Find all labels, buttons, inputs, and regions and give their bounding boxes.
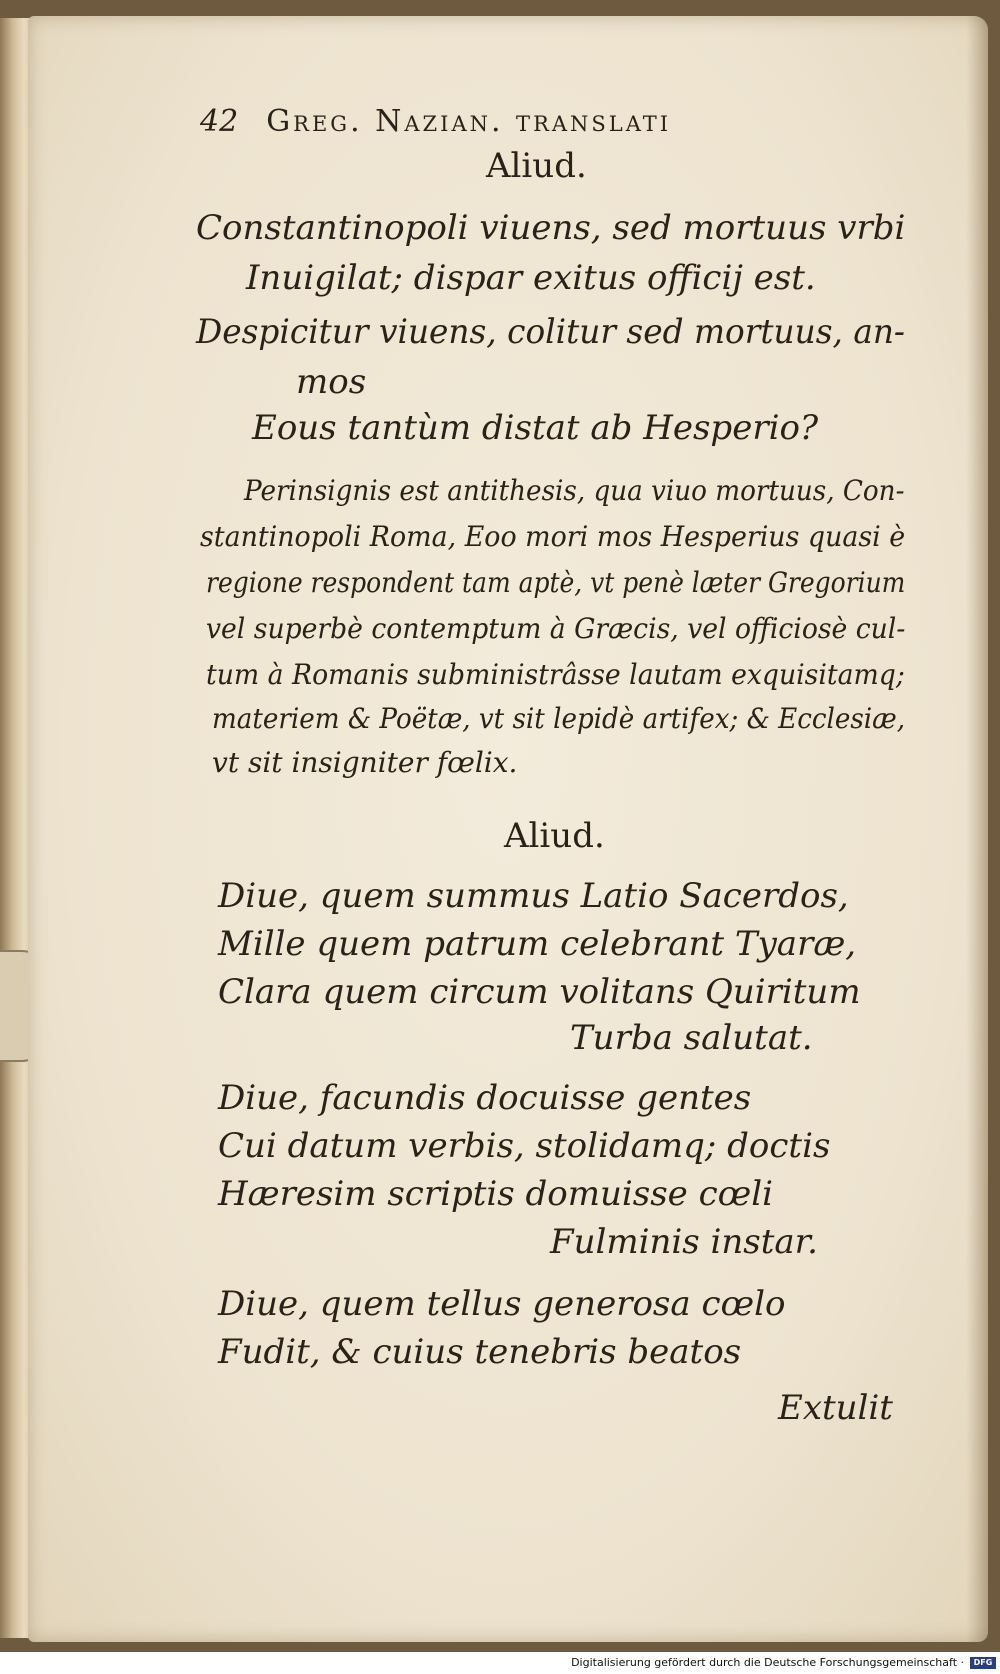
running-head bbox=[200, 104, 671, 140]
catchword: Extulit bbox=[778, 1388, 893, 1428]
verse-line: Mille quem patrum celebrant Tyaræ, bbox=[218, 924, 857, 964]
page-number: 42 bbox=[200, 104, 239, 139]
verse-line: Diue, quem summus Latio Sacerdos, bbox=[218, 876, 849, 916]
verse-line: Clara quem circum volitans Quiritum bbox=[218, 972, 861, 1012]
commentary-line: regione respondent tam aptè, vt penè læter Gregorium bbox=[206, 566, 906, 599]
commentary-line: tum à Romanis subministrâsse lautam exquisitamq; bbox=[206, 658, 905, 691]
commentary-line: vel superbè contemptum à Græcis, vel officiosè cul- bbox=[206, 612, 906, 645]
epigram1-heading: Aliud. bbox=[486, 146, 587, 186]
verse-line: Diue, quem tellus generosa cœlo bbox=[218, 1284, 786, 1324]
commentary-line: Perinsignis est antithesis, qua viuo mortuus, Con- bbox=[244, 474, 905, 507]
verse-line: mos bbox=[296, 362, 367, 402]
running-title: Greg. Nazian. translati bbox=[266, 104, 672, 139]
adonic-line: Fulminis instar. bbox=[550, 1222, 818, 1262]
funding-credit: Digitalisierung gefördert durch die Deutsche Forschungsgemeinschaft · bbox=[571, 1656, 964, 1669]
adonic-line: Turba salutat. bbox=[570, 1018, 813, 1058]
verse-line: Inuigilat; dispar exitus officij est. bbox=[246, 258, 816, 298]
verse-line: Fudit, & cuius tenebris beatos bbox=[218, 1332, 742, 1372]
epigram2-heading: Aliud. bbox=[504, 816, 605, 856]
page-edge-shadow bbox=[966, 16, 988, 1642]
verse-line: Cui datum verbis, stolidamq; doctis bbox=[218, 1126, 831, 1166]
verse-line: Constantinopoli viuens, sed mortuus vrbi bbox=[196, 208, 906, 248]
commentary-line: vt sit insigniter fœlix. bbox=[212, 746, 518, 779]
commentary-line: stantinopoli Roma, Eoo mori mos Hesperius quasi è bbox=[200, 520, 906, 553]
verse-line: Diue, facundis docuisse gentes bbox=[218, 1078, 752, 1118]
dfg-logo: DFG bbox=[970, 1657, 996, 1669]
verse-line: Despicitur viuens, colitur sed mortuus, an- bbox=[196, 312, 905, 352]
digitization-footer bbox=[0, 1652, 1000, 1674]
verse-line: Hæresim scriptis domuisse cœli bbox=[218, 1174, 774, 1214]
commentary-line: materiem & Poëtæ, vt sit lepidè artifex; & Ecclesiæ, bbox=[212, 702, 906, 735]
verse-line: Eous tantùm distat ab Hesperio? bbox=[252, 408, 819, 448]
